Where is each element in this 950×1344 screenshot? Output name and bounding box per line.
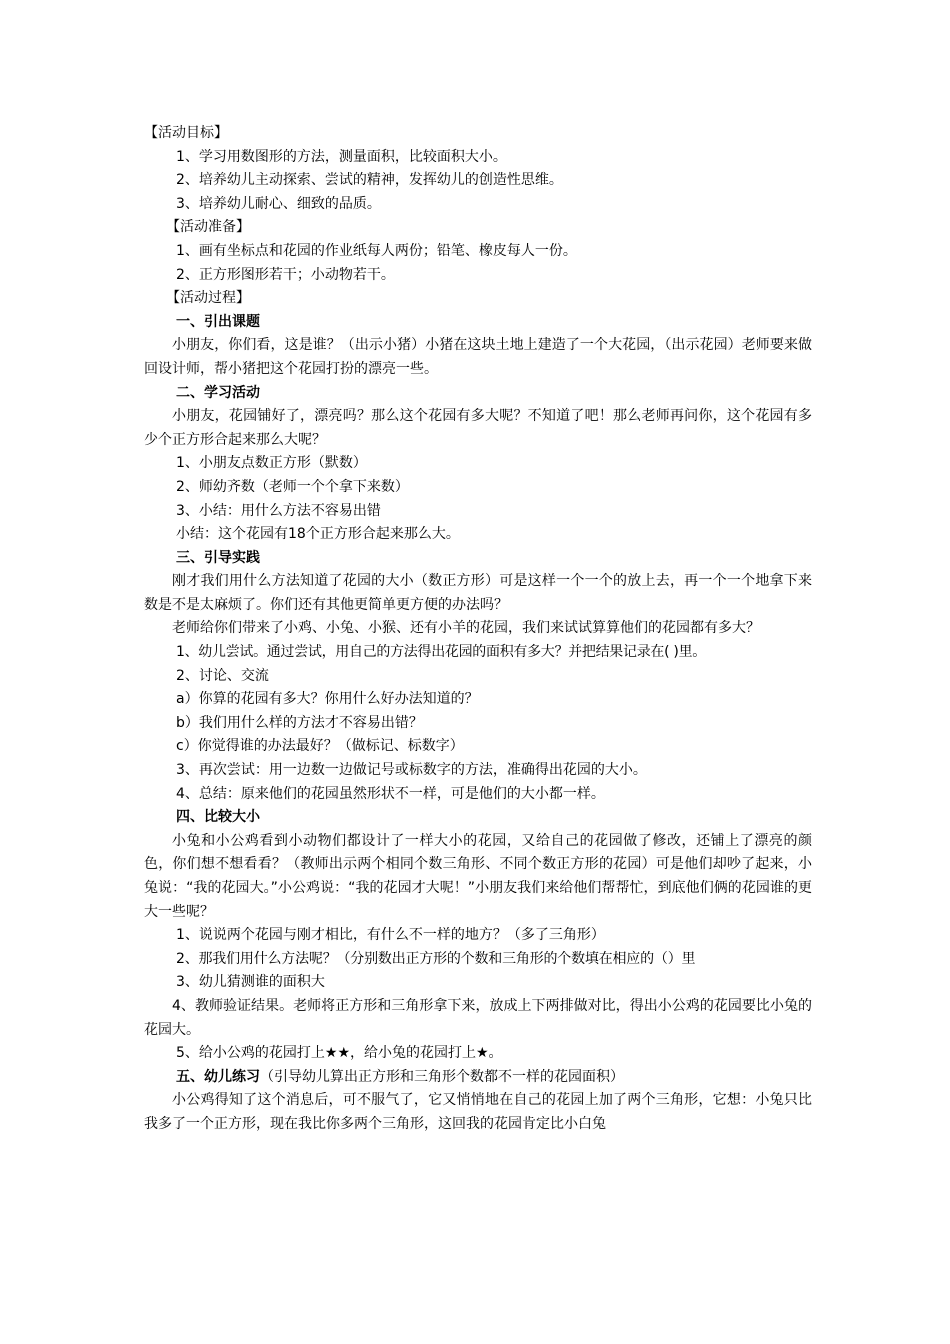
prep-item: 1、画有坐标点和花园的作业纸每人两份；铅笔、橡皮每人一份。: [176, 242, 577, 259]
part3-item: 4、总结：原来他们的花园虽然形状不一样，可是他们的大小都一样。: [176, 785, 605, 802]
goals-heading: 【活动目标】: [144, 125, 228, 141]
part4-heading: 四、比较大小: [176, 809, 260, 826]
part1-heading: 一、引出课题: [176, 313, 260, 330]
part4-item: 3、幼儿猜测谁的面积大: [176, 974, 325, 991]
part2-paragraph: 小朋友，花园铺好了，漂亮吗？那么这个花园有多大呢？不知道了吧！那么老师再问你，这个花园有多少个正方形合起来那么大呢？: [144, 408, 812, 448]
part2-summary: 小结：这个花园有18个正方形合起来那么大。: [176, 526, 460, 543]
part5-heading-title: 五、幼儿练习: [176, 1068, 260, 1085]
goal-item: 2、培养幼儿主动探索、尝试的精神，发挥幼儿的创造性思维。: [176, 172, 563, 189]
part4-item: 2、那我们用什么方法呢？（分别数出正方形的个数和三角形的个数填在相应的（）里: [176, 950, 696, 967]
goal-item: 1、学习用数图形的方法，测量面积，比较面积大小。: [176, 148, 507, 165]
part3-heading: 三、引导实践: [176, 549, 260, 566]
part4-item: 1、说说两个花园与刚才相比，有什么不一样的地方？（多了三角形）: [176, 927, 605, 944]
prep-item: 2、正方形图形若干；小动物若干。: [176, 266, 395, 283]
part3-item: 1、幼儿尝试。通过尝试，用自己的方法得出花园的面积有多大？并把结果记录在( )里。: [176, 644, 706, 661]
part5-heading-note: （引导幼儿算出正方形和三角形个数都不一样的花园面积）: [260, 1068, 624, 1085]
prep-heading: 【活动准备】: [166, 219, 250, 236]
part3-paragraph-1: 刚才我们用什么方法知道了花园的大小（数正方形）可是这样一个一个的放上去，再一个一个地拿下来数是不是太麻烦了。你们还有其他更简单更方便的办法吗？: [144, 573, 812, 613]
part4-item-4: 4、教师验证结果。老师将正方形和三角形拿下来，放成上下两排做对比，得出小公鸡的花园要比小兔的花园大。: [144, 997, 812, 1038]
part4-item-5: 5、给小公鸡的花园打上★★，给小兔的花园打上★。: [176, 1045, 503, 1062]
process-heading: 【活动过程】: [166, 290, 250, 307]
part3-item: 3、再次尝试：用一边数一边做记号或标数字的方法，准确得出花园的大小。: [176, 762, 647, 779]
goal-item: 3、培养幼儿耐心、细致的品质。: [176, 195, 381, 212]
part1-paragraph: 小朋友，你们看，这是谁？（出示小猪）小猪在这块土地上建造了一个大花园，（出示花园）老师要来做回设计师，帮小猪把这个花园打扮的漂亮一些。: [144, 337, 812, 377]
part3-paragraph-2: 老师给你们带来了小鸡、小兔、小猴、还有小羊的花园，我们来试试算算他们的花园都有多大？: [172, 620, 760, 637]
part2-heading: 二、学习活动: [176, 384, 260, 401]
part5-paragraph: 小公鸡得知了这个消息后，可不服气了，它又悄悄地在自己的花园上加了两个三角形，它想：小兔只比我多了一个正方形，现在我比你多两个三角形，这回我的花园肯定比小白兔: [144, 1092, 812, 1132]
part2-item: 2、师幼齐数（老师一个个拿下来数）: [176, 478, 409, 495]
part2-item: 3、小结：用什么方法不容易出错: [176, 502, 381, 519]
part3-item: c）你觉得谁的办法最好？（做标记、标数字）: [176, 738, 464, 755]
document-page: [144, 122, 812, 1137]
part2-item: 1、小朋友点数正方形（默数）: [176, 455, 367, 472]
part4-paragraph: 小兔和小公鸡看到小动物们都设计了一样大小的花园，又给自己的花园做了修改，还铺上了漂亮的颜色，你们想不想看看？（教师出示两个相同个数三角形、不同个数正方形的花园）可是他们却吵了起来，小兔说：“我的花园大。”小公鸡说：“我的花园才大呢！”小朋友我们来给他们帮帮忙，到底他们俩的花园谁的更大一些呢？: [144, 832, 812, 920]
part3-item: a）你算的花园有多大？你用什么好办法知道的？: [176, 691, 479, 708]
part3-item: 2、讨论、交流: [176, 667, 269, 684]
part5-heading: [144, 1066, 812, 1090]
part3-item: b）我们用什么样的方法才不容易出错？: [176, 714, 423, 731]
